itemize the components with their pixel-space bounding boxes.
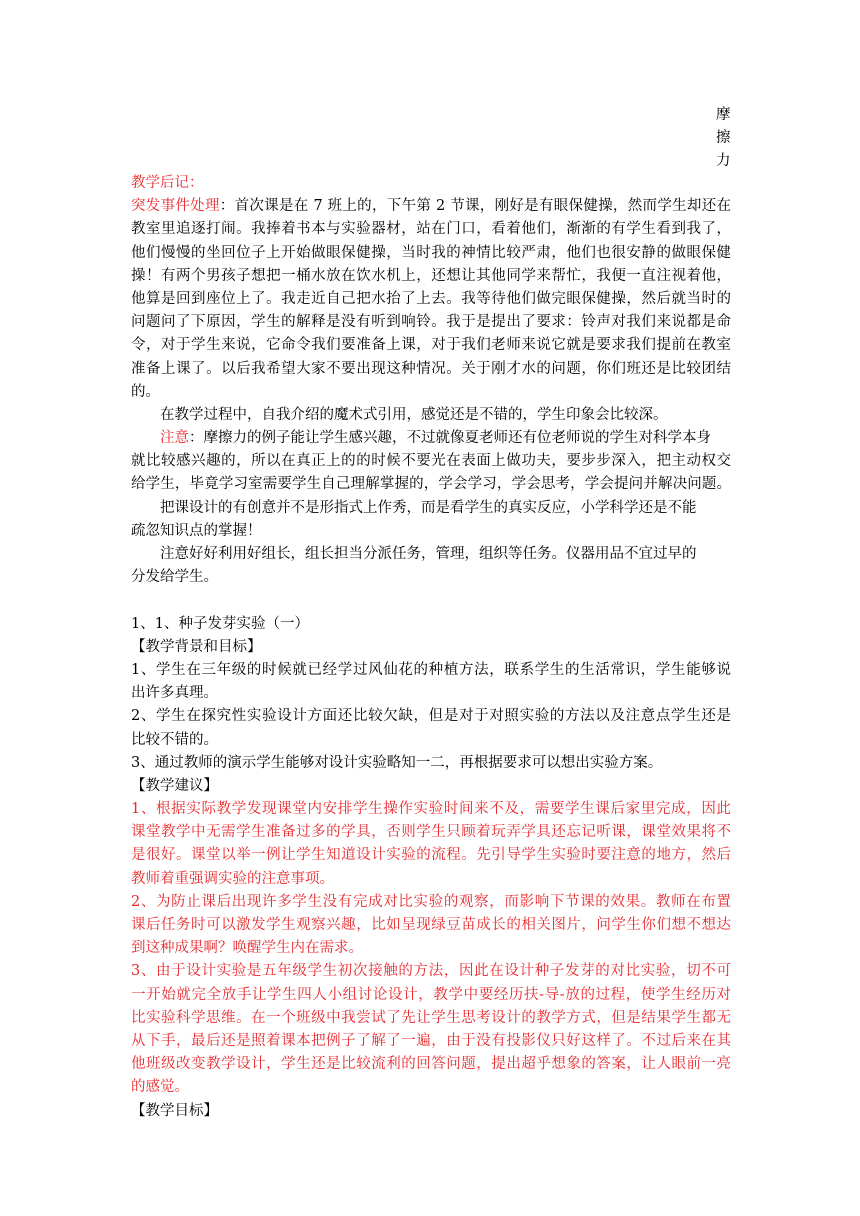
incident-line: 他们慢慢的坐回位子上开始做眼保健操，当时我的神情比较严肃，他们也很安静的做眼保健: [131, 244, 731, 261]
background-line: 比较不错的。: [131, 731, 218, 748]
document-body: [131, 172, 731, 1123]
lesson-title: 1、1、种子发芽实验（一）: [131, 615, 309, 632]
paragraph-group-leader-line: 注意好好利用好组长，组长担当分派任务，管理，组织等任务。仪器用品不宜过早的: [160, 546, 697, 562]
incident-label: 突发事件处理: [131, 198, 220, 215]
vertical-title: [716, 104, 732, 173]
incident-line: 操！有两个男孩子想把一桶水放在饮水机上，还想让其他同学来帮忙，我便一直注视着他，: [131, 267, 731, 284]
suggest-line: 到这种成果啊？唤醒学生内在需求。: [131, 940, 363, 957]
suggest-line: 比实验科学思维。在一个班级中我尝试了先让学生思考设计的教学方式，但是结果学生都无: [131, 1009, 731, 1026]
suggest-line: 一开始就完全放手让学生四人小组讨论设计，教学中要经历扶-导-放的过程，使学生经历对: [131, 986, 731, 1003]
suggest-line: 3、由于设计实验是五年级学生初次接触的方法，因此在设计种子发芽的对比实验，切不可: [131, 963, 731, 980]
paragraph-design-line: 疏忽知识点的掌握！: [131, 522, 262, 539]
paragraph-magic-intro: 在教学过程中，自我介绍的魔术式引用，感觉还是不错的，学生印象会比较深。: [160, 406, 668, 423]
incident-text: ：首次课是在 7 班上的，下午第 2 节课，刚好是有眼保健操，然而学生却还在: [219, 198, 732, 215]
incident-line: 教室里追逐打闹。我捧着书本与实验器材，站在门口，看着他们，渐渐的有学生看到我了，: [131, 221, 731, 238]
paragraph-group-leader-line: 分发给学生。: [131, 569, 218, 586]
background-line: 2、学生在探究性实验设计方面还比较欠缺，但是对于对照实验的方法以及注意点学生还是: [131, 708, 731, 725]
background-line: 3、通过教师的演示学生能够对设计实验略知一二，再根据要求可以想出实验方案。: [131, 754, 663, 771]
suggest-line: 从下手，最后还是照着课本把例子了解了一遍，由于没有投影仪只好这样了。不过后来在其: [131, 1032, 731, 1049]
suggest-line: 2、为防止课后出现许多学生没有完成对比实验的观察，而影响下节课的效果。教师在布置: [131, 893, 731, 910]
incident-line: 他算是回到座位上了。我走近自己把水抬了上去。我等待他们做完眼保健操，然后就当时的: [131, 290, 731, 307]
incident-line: 准备上课了。以后我希望大家不要出现这种情况。关于刚才水的问题，你们班还是比较团结: [131, 360, 731, 377]
suggest-line: 课后任务时可以激发学生观察兴趣，比如呈现绿豆苗成长的相关图片，问学生你们想不想达: [131, 917, 731, 933]
background-line: 出许多真理。: [131, 685, 218, 702]
vertical-title-char: 力: [716, 153, 731, 169]
incident-line: 的。: [131, 383, 160, 400]
note-label: 注意: [160, 430, 189, 447]
incident-line: [131, 195, 731, 218]
vertical-title-char: 摩: [716, 107, 731, 123]
paragraph-design-line: 把课设计的有创意并不是形指式上作秀，而是看学生的真实反应，小学科学还是不能: [160, 499, 697, 516]
note-text: ：摩擦力的例子能让学生感兴趣，不过就像夏老师还有位老师说的学生对科学本身: [189, 430, 711, 447]
suggest-line: 课堂教学中无需学生准备过多的学具，否则学生只顾着玩弄学具还忘记听课，课堂效果将不: [131, 824, 731, 841]
suggest-line: 是很好。课堂以举一例让学生知道设计实验的流程。先引导学生实验时要注意的地方，然后: [131, 847, 731, 864]
incident-line: 令，对于学生来说，它命令我们要准备上课，对于我们老师来说它就是要求我们提前在教室: [131, 337, 731, 354]
note-line: 给学生，毕竟学习室需要学生自己理解掌握的，学会学习，学会思考，学会提问并解决问题。: [131, 476, 731, 493]
suggest-line: 的感觉。: [131, 1079, 189, 1096]
afterword-heading: 教学后记：: [131, 175, 204, 191]
note-line: 就比较感兴趣的，所以在真正上的的时候不要光在表面上做功夫，要步步深入，把主动权交: [131, 453, 731, 470]
goals-heading: 【教学目标】: [131, 1102, 218, 1119]
background-line: 1、学生在三年级的时候就已经学过风仙花的种植方法，联系学生的生活常识，学生能够说: [131, 661, 731, 678]
suggest-line: 教师着重强调实验的注意事项。: [131, 870, 334, 887]
vertical-title-char: 擦: [716, 130, 731, 146]
spacer: [131, 589, 731, 612]
background-heading: 【教学背景和目标】: [131, 638, 262, 655]
suggest-line: 他班级改变教学设计，学生还是比较流利的回答问题，提出超乎想象的答案，让人眼前一亮: [131, 1056, 731, 1073]
note-line: [131, 427, 731, 450]
suggest-heading: 【教学建议】: [131, 777, 218, 794]
suggest-line: 1、根据实际教学发现课堂内安排学生操作实验时间来不及，需要学生课后家里完成，因此: [131, 801, 731, 818]
incident-line: 问题问了下原因，学生的解释是没有听到响铃。我于是提出了要求：铃声对我们来说都是命: [131, 314, 731, 331]
